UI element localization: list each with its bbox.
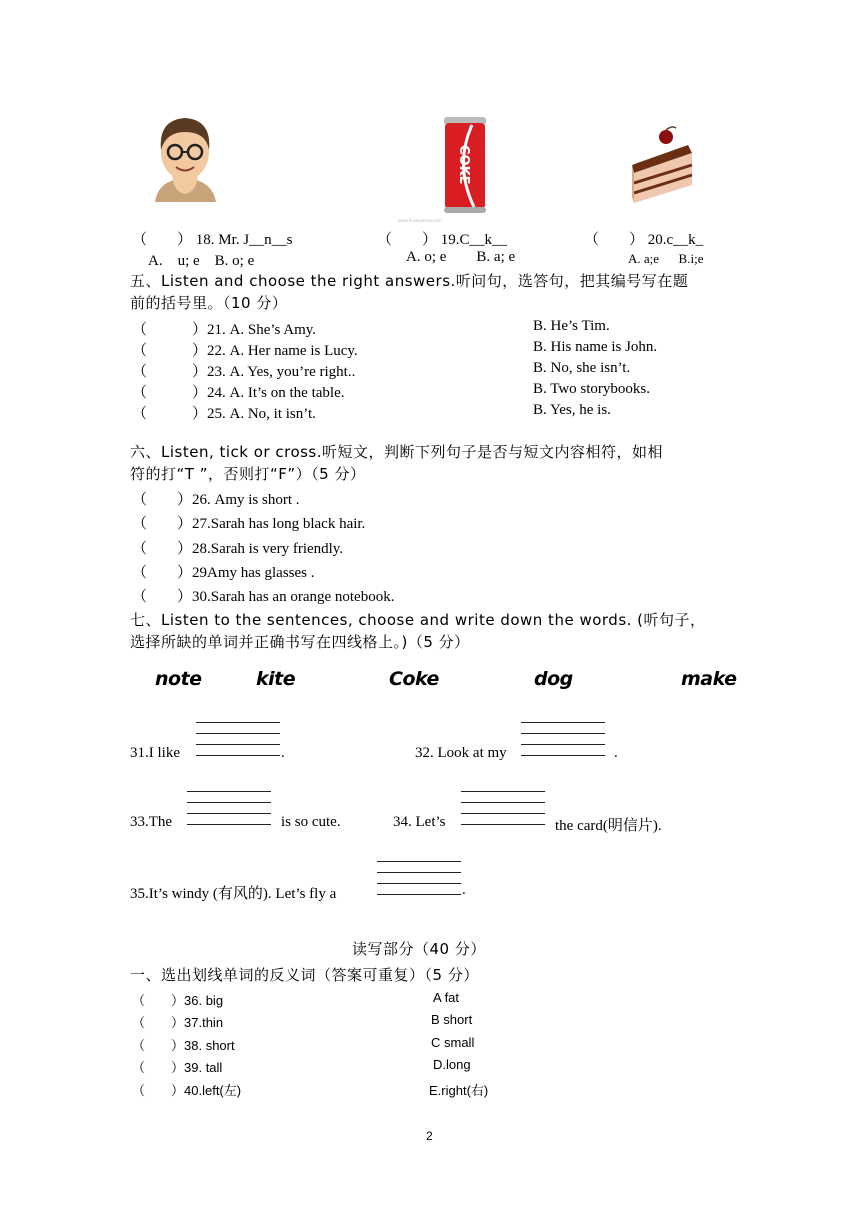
q35-prefix: 35.It’s windy (有风的). Let’s fly a xyxy=(130,886,337,902)
question-38: （ ）38. short xyxy=(132,1038,235,1053)
q33-suffix: is so cute. xyxy=(281,814,341,830)
q33-prefix: 33.The xyxy=(130,814,173,830)
section-6-title-line2: 符的打“T ”，否则打“F”）（5 分） xyxy=(130,465,366,483)
option-25-b: B. Yes, he is. xyxy=(533,402,611,418)
man-with-glasses-icon xyxy=(150,110,220,202)
answer-paren[interactable]: （ ） xyxy=(132,565,193,581)
image-watermark: www.huiwenmao.com xyxy=(398,218,442,223)
word-dog: dog xyxy=(534,668,573,690)
question-24: （ ）24. A. It’s on the table. xyxy=(132,385,345,401)
q32-prefix: 32. Look at my xyxy=(415,745,507,761)
answer-paren[interactable]: （ ） xyxy=(584,232,645,248)
question-21: （ ）21. A. She’s Amy. xyxy=(132,322,317,338)
four-line-writing-field-32[interactable] xyxy=(521,722,605,758)
question-39: （ ）39. tall xyxy=(132,1060,223,1075)
answer-paren[interactable]: （ ） xyxy=(132,541,193,557)
question-37: （ ）37.thin xyxy=(132,1015,224,1030)
section-7-title-line2: 选择所缺的单词并正确书写在四线格上。)（5 分） xyxy=(130,633,470,651)
question-30: （ ）30.Sarah has an orange notebook. xyxy=(132,589,395,605)
word-make: make xyxy=(681,668,737,690)
four-line-writing-field-35[interactable] xyxy=(377,861,461,897)
section-5-title-line2: 前的括号里。（10 分） xyxy=(130,294,288,312)
q34-prefix: 34. Let’s xyxy=(393,814,446,830)
question-22: （ ）22. A. Her name is Lucy. xyxy=(132,343,358,359)
answer-paren[interactable]: （ ） xyxy=(132,589,193,605)
answer-paren[interactable]: （ ） xyxy=(132,406,208,422)
option-24-b: B. Two storybooks. xyxy=(533,381,651,397)
question-text: 20.c__k_ xyxy=(647,232,704,248)
answer-paren[interactable]: （ ） xyxy=(132,993,185,1008)
cake-slice-icon xyxy=(628,125,696,207)
options-20: A. a;e B.i;e xyxy=(628,251,704,266)
answer-paren[interactable]: （ ） xyxy=(132,343,208,359)
section-7-title-line1: 七、Listen to the sentences, choose and write down the words. (听句子， xyxy=(130,611,706,629)
answer-paren[interactable]: （ ） xyxy=(132,1038,185,1053)
question-20 xyxy=(584,228,703,249)
option-d: D.long xyxy=(433,1057,471,1072)
q32-suffix: . xyxy=(614,745,618,761)
answer-paren[interactable]: （ ） xyxy=(132,232,193,248)
reading-section-1-title: 一、选出划线单词的反义词（答案可重复）（5 分） xyxy=(130,966,479,984)
option-c: C small xyxy=(431,1035,475,1050)
four-line-writing-field-34[interactable] xyxy=(461,791,545,827)
word-coke: Coke xyxy=(389,668,439,690)
option-22-b: B. His name is John. xyxy=(533,339,658,355)
page-number: 2 xyxy=(426,1129,433,1143)
q34-suffix: the card(明信片). xyxy=(555,818,662,834)
section-6-title-line1: 六、Listen, tick or cross.听短文，判断下列句子是否与短文内容相符，如相 xyxy=(130,443,664,461)
option-b: B short xyxy=(431,1012,473,1027)
question-29: （ ）29Amy has glasses . xyxy=(132,565,315,581)
question-18 xyxy=(132,228,292,249)
options-18: A. u; e B. o; e xyxy=(148,253,255,269)
question-26: （ ）26. Amy is short . xyxy=(132,492,300,508)
question-28: （ ）28.Sarah is very friendly. xyxy=(132,541,344,557)
q31-suffix: . xyxy=(281,745,285,761)
question-text: 18. Mr. J__n__s xyxy=(195,232,293,248)
answer-paren[interactable]: （ ） xyxy=(132,492,193,508)
word-note: note xyxy=(155,668,202,690)
q35-suffix: . xyxy=(462,882,466,898)
four-line-writing-field-33[interactable] xyxy=(187,791,271,827)
four-line-writing-field-31[interactable] xyxy=(196,722,280,758)
options-19: A. o; e B. a; e xyxy=(406,249,516,265)
question-25: （ ）25. A. No, it isn’t. xyxy=(132,406,316,422)
answer-paren[interactable]: （ ） xyxy=(132,516,193,532)
answer-paren[interactable]: （ ） xyxy=(132,364,208,380)
question-19 xyxy=(377,228,507,249)
option-a: A fat xyxy=(433,990,460,1005)
section-5-title-line1: 五、Listen and choose the right answers.听问句，选答句，把其编号写在题 xyxy=(130,272,689,290)
question-40: （ ）40.left(左) xyxy=(132,1083,242,1098)
answer-paren[interactable]: （ ） xyxy=(132,1060,185,1075)
question-23: （ ）23. A. Yes, you’re right.. xyxy=(132,364,356,380)
answer-paren[interactable]: （ ） xyxy=(132,385,208,401)
option-23-b: B. No, she isn’t. xyxy=(533,360,631,376)
q31-prefix: 31.I like xyxy=(130,745,180,761)
answer-paren[interactable]: （ ） xyxy=(132,1083,185,1098)
answer-paren[interactable]: （ ） xyxy=(132,322,208,338)
answer-paren[interactable]: （ ） xyxy=(132,1015,185,1030)
word-kite: kite xyxy=(256,668,296,690)
answer-paren[interactable]: （ ） xyxy=(377,232,438,248)
question-text: 19.C__k__ xyxy=(440,232,508,248)
reading-writing-part-title: 读写部分（40 分） xyxy=(352,940,486,958)
option-e: E.right(右) xyxy=(429,1083,489,1098)
coke-can-icon xyxy=(440,115,490,215)
question-27: （ ）27.Sarah has long black hair. xyxy=(132,516,366,532)
svg-text:COKE: COKE xyxy=(456,145,471,185)
question-36: （ ）36. big xyxy=(132,993,224,1008)
option-21-b: B. He’s Tim. xyxy=(533,318,610,334)
